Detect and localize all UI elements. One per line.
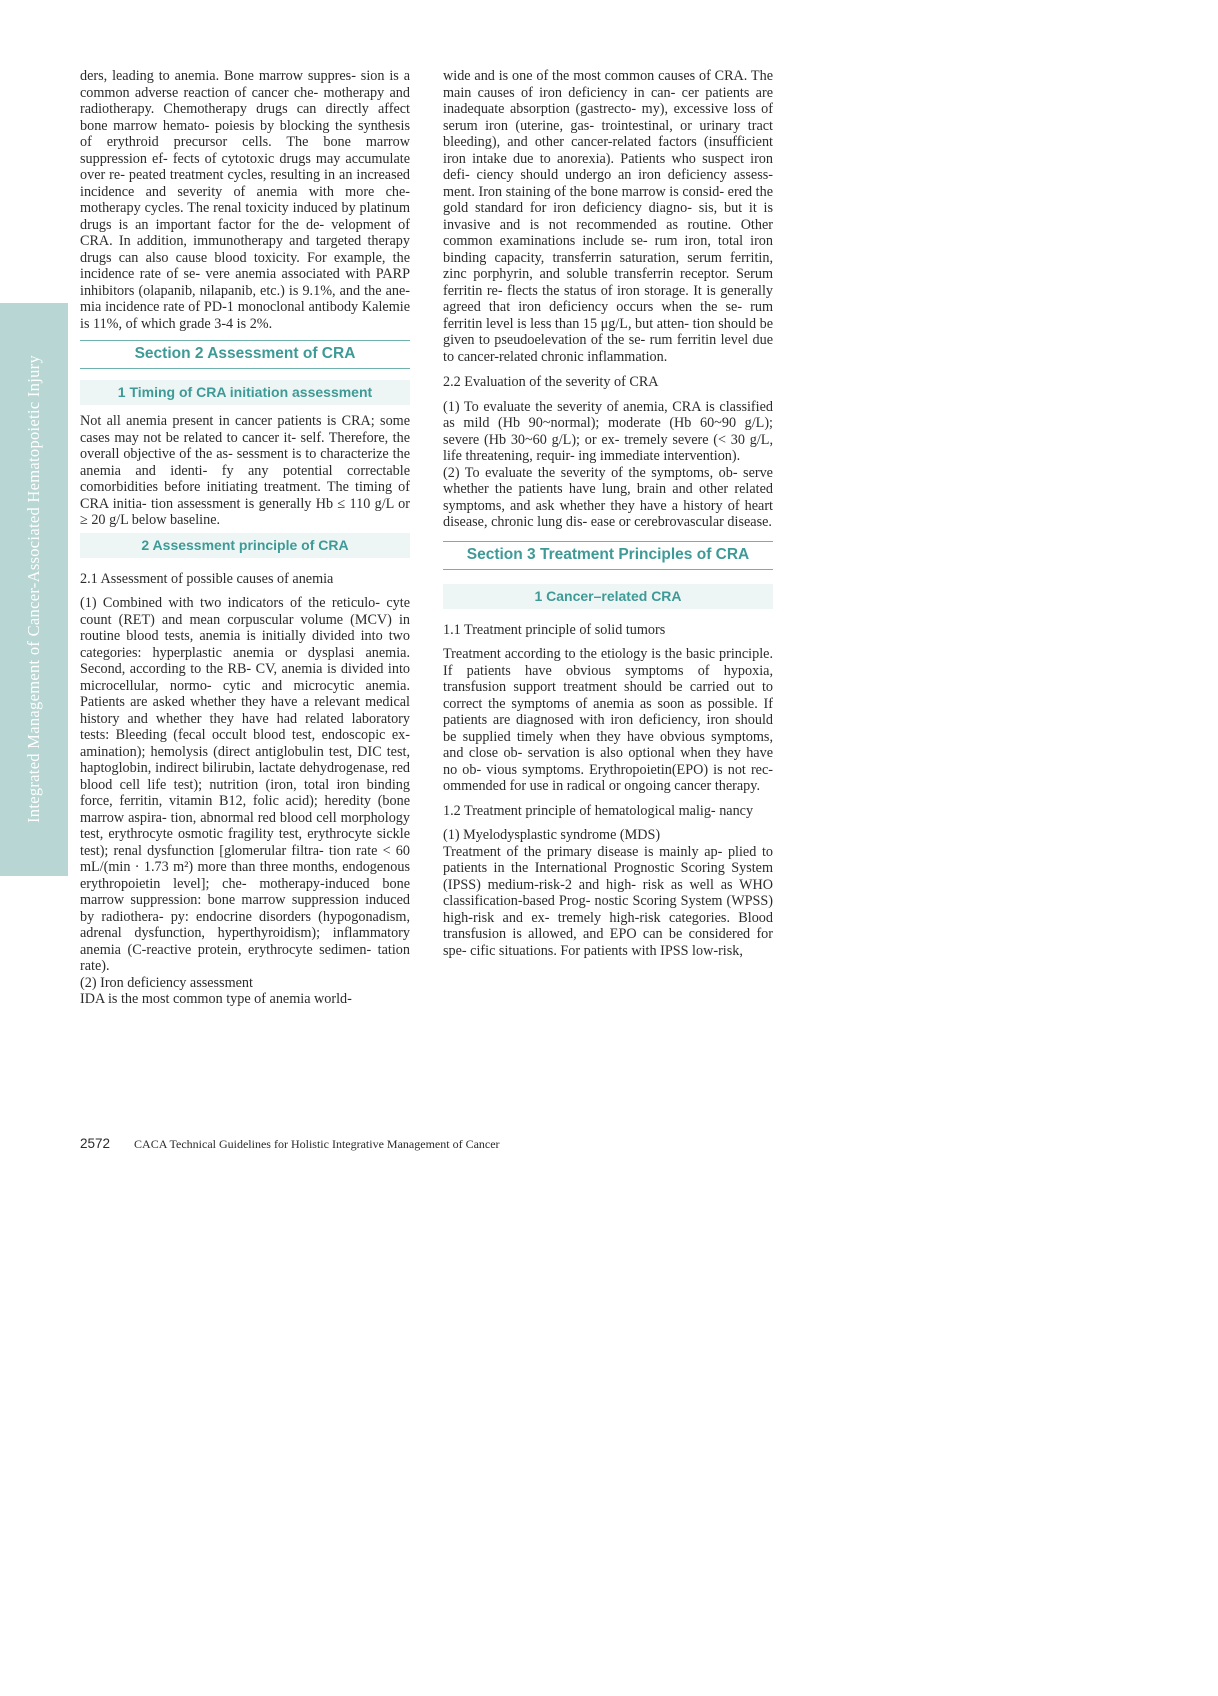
paragraph: Not all anemia present in cancer patients is CRA; some cases may not be related to cancer it- self. Therefore, the overall objective of the as- sessment is to characterize the anemia and identi- fy any potential correctable comorbidities before initiating treatment. The timing of CRA initia- tion assessment is generally Hb ≤ 110 g/L or ≥ 20 g/L below baseline. [80,413,410,528]
side-tab [0,303,68,876]
paragraph: (1) To evaluate the severity of anemia, CRA is classified as mild (Hb 90~normal); moderate (Hb 60~90 g/L); severe (Hb 30~60 g/L); or ex- tremely severe (< 30 g/L, life threatening, requir- ing immediate intervention). [443,398,773,464]
paragraph: ders, leading to anemia. Bone marrow suppres- sion is a common adverse reaction of cancer che- motherapy and radiotherapy. Chemotherapy drugs can directly affect bone marrow hemato- poiesis by blocking the synthesis of erythroid precursor cells. The bone marrow suppression ef- fects of cytotoxic drugs may accumulate over re- peated treatment cycles, resulting in an increased incidence and severity of anemia with more che- motherapy cycles. The renal toxicity induced by platinum drugs is an important factor for the de- velopment of CRA. In addition, immunotherapy and targeted therapy drugs can also cause blood toxicity. For example, the incidence rate of se- vere anemia associated with PARP inhibitors (olapanib, nilapanib, etc.) is 9.1%, and the ane- mia incidence rate of PD-1 monoclonal antibody Kalemie is 11%, of which grade 3-4 is 2%. [80,68,410,332]
paragraph: (1) Combined with two indicators of the reticulo- cyte count (RET) and mean corpuscular volume (MCV) in routine blood tests, anemia is initially divided into two categories: hyperplastic anemia or dysplasi anemia. Second, according to the RB- CV, anemia is divided into microcellular, normo- cytic and microcytic anemia. Patients are asked whether they have a relevant medical history and whether they have had related laboratory tests: Bleeding (fecal occult blood test, endoscopic ex- amination); hemolysis (direct antiglobulin test, DIC test, haptoglobin, indirect bilirubin, lactate dehydrogenase, red blood cell life test); nutrition (iron, total iron binding force, ferritin, vitamin B12, folic acid); heredity (bone marrow aspira- tion, abnormal red blood cell morphology test, erythrocyte osmotic fragility test, erythrocyte sickle test); renal dysfunction [glomerular filtra- tion rate < 60 mL/(min · 1.73 m²) more than three months, endogenous erythropoietin level]; che- motherapy-induced bone marrow suppression: bone marrow suppression induced by radiothera- py: endocrine disorders (hypogonadism, adrenal dysfunction, hyperthyroidism); inflammatory anemia (C-reactive protein, erythrocyte sedimen- tation rate). [80,595,410,974]
journal-title: CACA Technical Guidelines for Holistic Integrative Management of Cancer [134,1137,500,1151]
side-tab-text: Integrated Management of Cancer-Associated Hematopoietic Injury [24,354,43,824]
page-number: 2572 [80,1136,111,1151]
subsection-heading: 1 Cancer–related CRA [443,584,773,609]
subsection-heading: 2 Assessment principle of CRA [80,533,410,558]
subheading: (1) Myelodysplastic syndrome (MDS) [443,827,661,843]
paragraph: (2) To evaluate the severity of the symptoms, ob- serve whether the patients have lung, brain and other related symptoms, and ask whether they have a history of heart disease, chronic lung dis- ease or cerebrovascular disease. [443,464,773,530]
subheading: 1.2 Treatment principle of hematological malig- nancy [443,802,754,819]
paragraph: (2) Iron deficiency assessment [80,974,253,991]
section-heading: Section 2 Assessment of CRA [80,340,410,369]
subsection-heading: 1 Timing of CRA initiation assessment [80,380,410,405]
subheading: 2.1 Assessment of possible causes of anemia [80,570,334,587]
right-column [443,68,773,959]
left-column [80,68,410,1008]
section-heading: Section 3 Treatment Principles of CRA [443,541,773,570]
subheading: 2.2 Evaluation of the severity of CRA [443,374,659,390]
paragraph: Treatment of the primary disease is mainly ap- plied to patients in the International Prognostic Scoring System (IPSS) medium-risk-2 and high- risk as well as WHO classification-based Prog- nostic Scoring System (WPSS) high-risk and ex- tremely high-risk categories. Blood transfusion is allowed, and EPO can be considered for spe- cific situations. For patients with IPSS low-risk, [443,843,773,959]
paragraph: IDA is the most common type of anemia world- [80,991,352,1007]
page-footer [80,1135,500,1153]
subheading: 1.1 Treatment principle of solid tumors [443,621,666,638]
paragraph: Treatment according to the etiology is the basic principle. If patients have obvious symptoms of hypoxia, transfusion support treatment should be carried out to correct the symptoms of anemia as soon as possible. If patients are diagnosed with iron deficiency, iron should be supplied timely when they have obvious symptoms, and close ob- servation is also optional when they have no ob- vious symptoms. Erythropoietin(EPO) is not rec- ommended for use in radical or ongoing cancer therapy. [443,646,773,794]
paragraph: wide and is one of the most common causes of CRA. The main causes of iron deficiency in can- cer patients are inadequate absorption (gastrecto- my), excessive loss of serum iron (uterine, gas- trointestinal, or urinary tract bleeding), and other cancer-related factors (insufficient iron intake due to anorexia). Patients who suspect iron defi- ciency should undergo an iron deficiency assess- ment. Iron staining of the bone marrow is consid- ered the gold standard for iron deficiency diagno- sis, but it is invasive and is not recommended as routine. Other common examinations include se- rum iron, total iron binding capacity, transferrin saturation, serum ferritin, zinc porphyrin, and soluble transferrin receptor. Serum ferritin re- flects the status of iron storage. It is generally agreed that iron deficiency occurs when the se- rum ferritin level is less than 15 μg/L, but atten- tion should be given to pseudoelevation of the se- rum ferritin level due to cancer-related chronic inflammation. [443,68,773,365]
